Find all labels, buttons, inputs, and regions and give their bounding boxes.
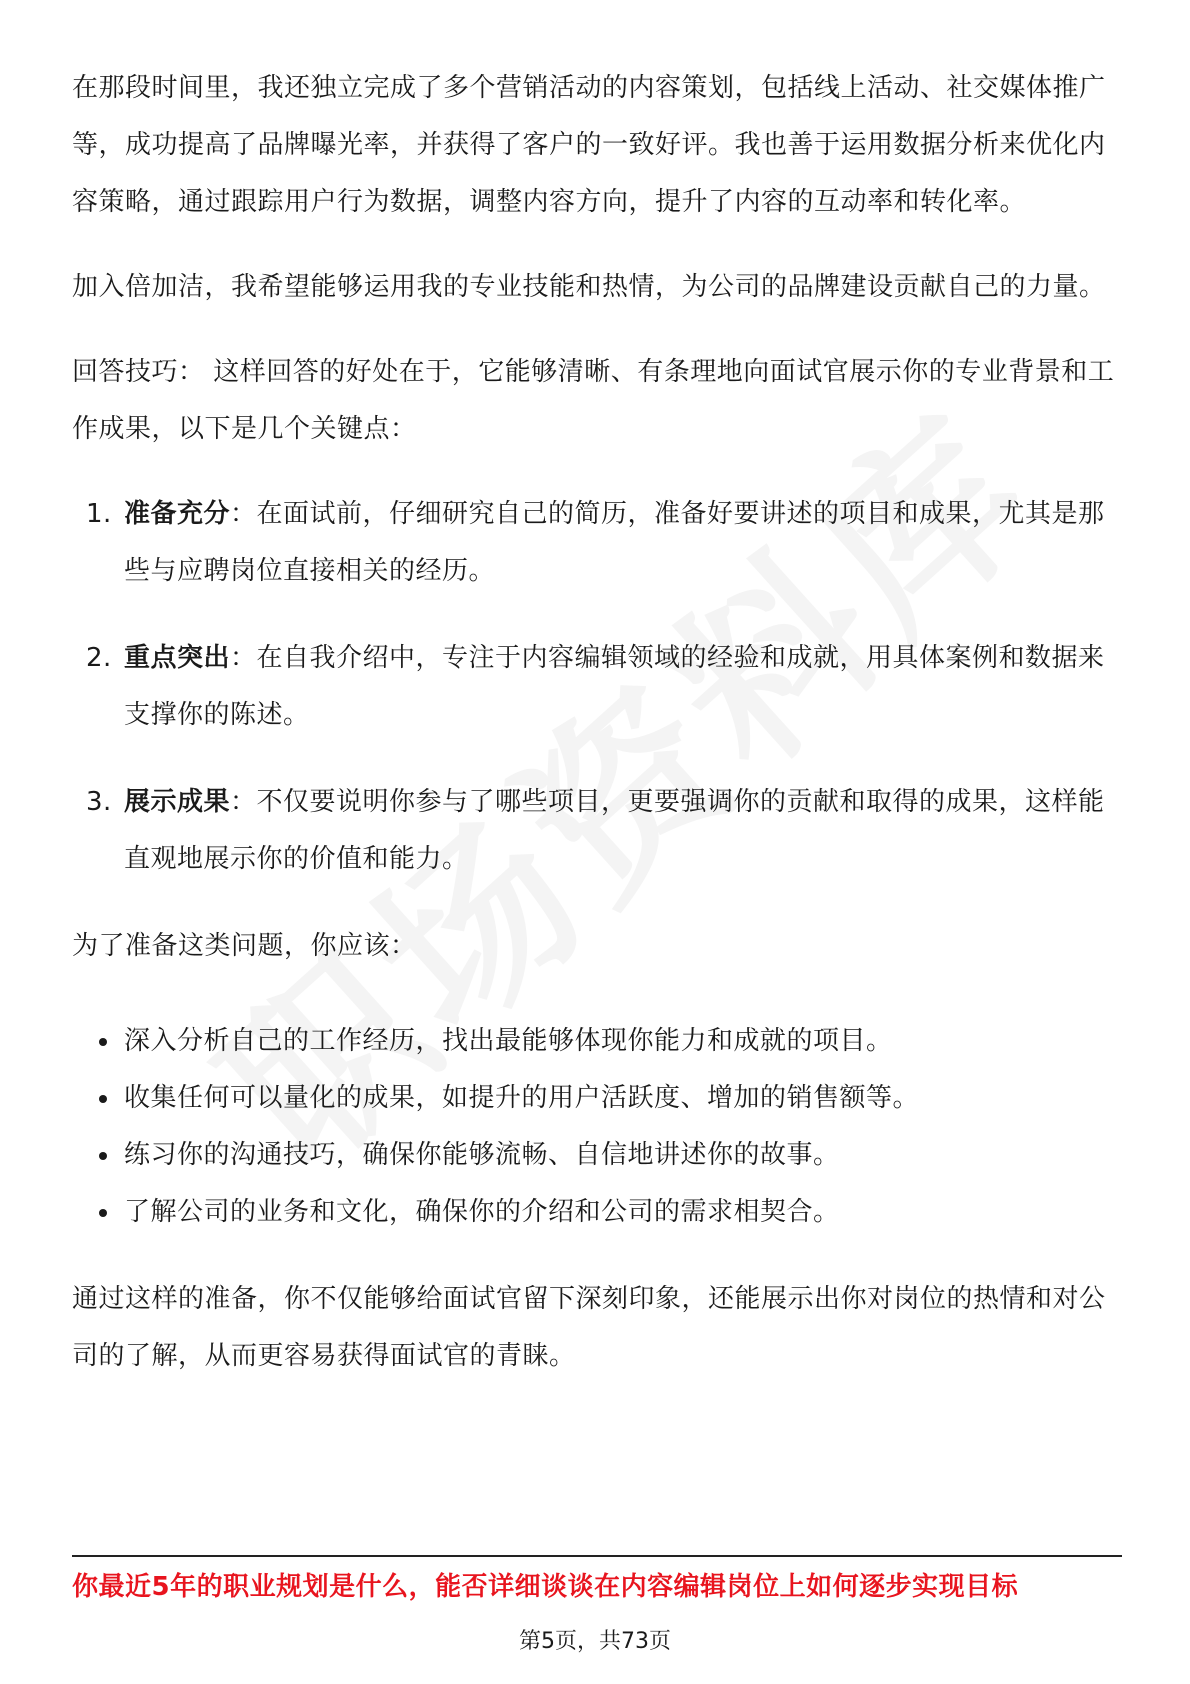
prep-items-list xyxy=(72,1003,1122,1241)
paragraph-conclusion: 通过这样的准备，你不仅能够给面试官留下深刻印象，还能展示出你对岗位的热情和对公司的了解，从而更容易获得面试官的青睐。 xyxy=(72,1284,1106,1371)
key-point-separator: ： xyxy=(230,643,257,673)
list-item xyxy=(72,1070,1122,1127)
list-item xyxy=(72,1184,1122,1241)
bullet-text: 了解公司的业务和文化，确保你的介绍和公司的需求相契合。 xyxy=(124,1197,840,1227)
paragraph-goal: 加入倍加洁，我希望能够运用我的专业技能和热情，为公司的品牌建设贡献自己的力量。 xyxy=(72,272,1106,302)
list-number: 1. xyxy=(86,499,112,529)
bullet-icon xyxy=(99,1038,107,1046)
key-point-title: 展示成果 xyxy=(124,787,231,817)
list-item xyxy=(72,1013,1122,1070)
list-item xyxy=(72,630,1122,744)
list-item xyxy=(72,486,1122,600)
bullet-icon xyxy=(99,1209,107,1217)
paragraph-experience: 在那段时间里，我还独立完成了多个营销活动的内容策划，包括线上活动、社交媒体推广等，成功提高了品牌曝光率，并获得了客户的一致好评。我也善于运用数据分析来优化内容策略，通过跟踪用户行为数据，调整内容方向，提升了内容的互动率和转化率。 xyxy=(72,73,1106,217)
key-point-separator: ： xyxy=(230,499,257,529)
bullet-icon xyxy=(99,1095,107,1103)
bullet-text: 收集任何可以量化的成果，如提升的用户活跃度、增加的销售额等。 xyxy=(124,1083,920,1113)
paragraph-answer-tips: 回答技巧： 这样回答的好处在于，它能够清晰、有条理地向面试官展示你的专业背景和工作成果，以下是几个关键点： xyxy=(72,357,1115,444)
key-point-title: 重点突出 xyxy=(124,643,231,673)
section-divider xyxy=(72,1555,1122,1557)
bullet-text: 练习你的沟通技巧，确保你能够流畅、自信地讲述你的故事。 xyxy=(124,1140,840,1170)
key-point-separator: ： xyxy=(230,787,257,817)
next-question-heading: 你最近5年的职业规划是什么，能否详细谈谈在内容编辑岗位上如何逐步实现目标 xyxy=(72,1572,1019,1602)
list-number: 2. xyxy=(86,643,112,673)
list-number: 3. xyxy=(86,787,112,817)
key-points-list xyxy=(72,486,1122,888)
list-item xyxy=(72,774,1122,888)
page-number: 第5页，共73页 xyxy=(519,1629,671,1654)
key-point-text: 在面试前，仔细研究自己的简历，准备好要讲述的项目和成果，尤其是那些与应聘岗位直接相关的经历。 xyxy=(124,499,1105,586)
key-point-text: 在自我介绍中，专注于内容编辑领域的经验和成就，用具体案例和数据来支撑你的陈述。 xyxy=(124,643,1105,730)
paragraph-prep-intro: 为了准备这类问题，你应该： xyxy=(72,931,417,961)
page-content xyxy=(72,60,1122,1413)
key-point-title: 准备充分 xyxy=(124,499,231,529)
bullet-icon xyxy=(99,1152,107,1160)
list-item xyxy=(72,1127,1122,1184)
bullet-text: 深入分析自己的工作经历，找出最能够体现你能力和成就的项目。 xyxy=(124,1026,893,1056)
key-point-text: 不仅要说明你参与了哪些项目，更要强调你的贡献和取得的成果，这样能直观地展示你的价值和能力。 xyxy=(124,787,1105,874)
